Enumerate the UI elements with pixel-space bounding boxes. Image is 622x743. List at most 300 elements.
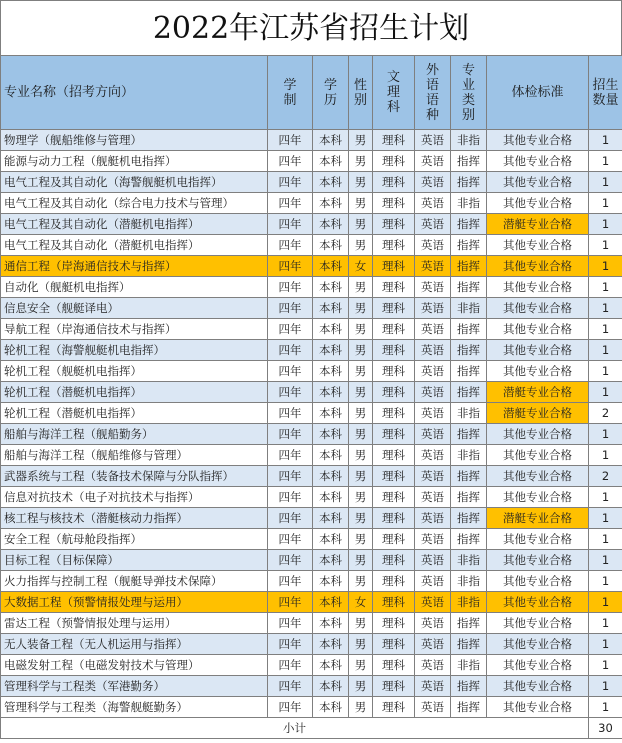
cell-name: 自动化（舰艇机电指挥） xyxy=(1,277,268,298)
table-row xyxy=(1,151,622,172)
page-title: 2022年江苏省招生计划 xyxy=(0,0,622,55)
cell-quota: 1 xyxy=(589,634,622,655)
header-quota xyxy=(589,56,622,130)
cell-degree: 本科 xyxy=(313,613,349,634)
cell-name: 船舶与海洋工程（舰船维修与管理） xyxy=(1,445,268,466)
cell-language: 英语 xyxy=(415,256,451,277)
header-category-part: 业 xyxy=(461,77,475,93)
table-row xyxy=(1,130,622,151)
header-track-part: 文 xyxy=(386,70,400,85)
cell-degree: 本科 xyxy=(313,340,349,361)
cell-quota: 1 xyxy=(589,340,622,361)
cell-degree: 本科 xyxy=(313,550,349,571)
cell-duration: 四年 xyxy=(268,592,313,613)
cell-degree: 本科 xyxy=(313,508,349,529)
cell-duration: 四年 xyxy=(268,277,313,298)
cell-category: 指挥 xyxy=(451,256,487,277)
cell-language: 英语 xyxy=(415,403,451,424)
header-language xyxy=(415,56,451,130)
cell-track: 理科 xyxy=(373,298,415,319)
cell-language: 英语 xyxy=(415,466,451,487)
cell-duration: 四年 xyxy=(268,634,313,655)
cell-degree: 本科 xyxy=(313,172,349,193)
table-row xyxy=(1,382,622,403)
header-duration-part: 学 xyxy=(283,77,297,93)
cell-standard: 其他专业合格 xyxy=(487,487,589,508)
cell-degree: 本科 xyxy=(313,487,349,508)
cell-degree: 本科 xyxy=(313,319,349,340)
cell-category: 指挥 xyxy=(451,235,487,256)
cell-duration: 四年 xyxy=(268,382,313,403)
cell-name: 导航工程（岸海通信技术与指挥） xyxy=(1,319,268,340)
cell-degree: 本科 xyxy=(313,277,349,298)
cell-category: 指挥 xyxy=(451,508,487,529)
cell-gender: 男 xyxy=(349,403,373,424)
cell-degree: 本科 xyxy=(313,634,349,655)
header-track-part: 理 xyxy=(386,85,400,100)
table-row xyxy=(1,697,622,718)
cell-standard: 潜艇专业合格 xyxy=(487,403,589,424)
cell-track: 理科 xyxy=(373,319,415,340)
cell-quota: 1 xyxy=(589,361,622,382)
cell-quota: 1 xyxy=(589,550,622,571)
cell-language: 英语 xyxy=(415,445,451,466)
cell-standard: 其他专业合格 xyxy=(487,634,589,655)
table-row xyxy=(1,193,622,214)
table-row xyxy=(1,277,622,298)
cell-degree: 本科 xyxy=(313,193,349,214)
table-row xyxy=(1,445,622,466)
cell-name: 电气工程及其自动化（潜艇机电指挥） xyxy=(1,214,268,235)
cell-category: 非指 xyxy=(451,130,487,151)
cell-category: 指挥 xyxy=(451,424,487,445)
cell-quota: 1 xyxy=(589,256,622,277)
cell-language: 英语 xyxy=(415,151,451,172)
cell-quota: 1 xyxy=(589,529,622,550)
cell-category: 指挥 xyxy=(451,529,487,550)
cell-category: 指挥 xyxy=(451,676,487,697)
cell-gender: 男 xyxy=(349,172,373,193)
cell-track: 理科 xyxy=(373,193,415,214)
cell-language: 英语 xyxy=(415,655,451,676)
table-row xyxy=(1,256,622,277)
cell-name: 通信工程（岸海通信技术与指挥） xyxy=(1,256,268,277)
cell-degree: 本科 xyxy=(313,592,349,613)
cell-name: 电磁发射工程（电磁发射技术与管理） xyxy=(1,655,268,676)
cell-quota: 1 xyxy=(589,130,622,151)
cell-duration: 四年 xyxy=(268,508,313,529)
cell-duration: 四年 xyxy=(268,571,313,592)
cell-name: 物理学（舰船维修与管理） xyxy=(1,130,268,151)
cell-track: 理科 xyxy=(373,676,415,697)
cell-language: 英语 xyxy=(415,697,451,718)
cell-quota: 1 xyxy=(589,298,622,319)
cell-track: 理科 xyxy=(373,445,415,466)
cell-duration: 四年 xyxy=(268,445,313,466)
cell-quota: 1 xyxy=(589,508,622,529)
cell-quota: 1 xyxy=(589,193,622,214)
cell-track: 理科 xyxy=(373,130,415,151)
cell-gender: 男 xyxy=(349,298,373,319)
cell-quota: 1 xyxy=(589,487,622,508)
table-row xyxy=(1,634,622,655)
cell-standard: 其他专业合格 xyxy=(487,571,589,592)
cell-quota: 1 xyxy=(589,382,622,403)
cell-gender: 男 xyxy=(349,340,373,361)
header-gender-part: 别 xyxy=(353,92,367,108)
cell-language: 英语 xyxy=(415,529,451,550)
cell-language: 英语 xyxy=(415,298,451,319)
cell-gender: 男 xyxy=(349,550,373,571)
table-footer xyxy=(1,718,622,739)
cell-track: 理科 xyxy=(373,655,415,676)
cell-track: 理科 xyxy=(373,256,415,277)
cell-standard: 其他专业合格 xyxy=(487,298,589,319)
cell-standard: 其他专业合格 xyxy=(487,361,589,382)
cell-gender: 男 xyxy=(349,676,373,697)
cell-track: 理科 xyxy=(373,571,415,592)
cell-language: 英语 xyxy=(415,193,451,214)
cell-category: 非指 xyxy=(451,592,487,613)
cell-duration: 四年 xyxy=(268,235,313,256)
cell-name: 雷达工程（预警情报处理与运用） xyxy=(1,613,268,634)
cell-degree: 本科 xyxy=(313,130,349,151)
cell-duration: 四年 xyxy=(268,340,313,361)
cell-gender: 男 xyxy=(349,445,373,466)
table-row xyxy=(1,235,622,256)
cell-quota: 1 xyxy=(589,319,622,340)
cell-duration: 四年 xyxy=(268,466,313,487)
header-degree-part: 学 xyxy=(323,77,337,93)
cell-name: 电气工程及其自动化（潜艇机电指挥） xyxy=(1,235,268,256)
cell-duration: 四年 xyxy=(268,256,313,277)
header-category-part: 别 xyxy=(461,107,475,123)
cell-standard: 潜艇专业合格 xyxy=(487,214,589,235)
cell-language: 英语 xyxy=(415,571,451,592)
table-row xyxy=(1,319,622,340)
header-track-part: 科 xyxy=(386,100,400,115)
cell-name: 管理科学与工程类（军港勤务） xyxy=(1,676,268,697)
cell-degree: 本科 xyxy=(313,214,349,235)
table-row xyxy=(1,592,622,613)
cell-category: 指挥 xyxy=(451,151,487,172)
cell-duration: 四年 xyxy=(268,487,313,508)
cell-category: 指挥 xyxy=(451,319,487,340)
cell-track: 理科 xyxy=(373,466,415,487)
cell-category: 指挥 xyxy=(451,277,487,298)
table-row xyxy=(1,613,622,634)
cell-category: 指挥 xyxy=(451,382,487,403)
cell-track: 理科 xyxy=(373,214,415,235)
table-row xyxy=(1,487,622,508)
cell-category: 指挥 xyxy=(451,487,487,508)
cell-degree: 本科 xyxy=(313,382,349,403)
cell-name: 武器系统与工程（装备技术保障与分队指挥） xyxy=(1,466,268,487)
cell-gender: 男 xyxy=(349,508,373,529)
cell-gender: 男 xyxy=(349,277,373,298)
enrollment-table xyxy=(0,55,622,739)
header-language-part: 语 xyxy=(425,77,439,93)
cell-quota: 2 xyxy=(589,466,622,487)
cell-quota: 1 xyxy=(589,571,622,592)
header-standard-part: 体检标准 xyxy=(511,85,564,100)
table-row xyxy=(1,466,622,487)
cell-language: 英语 xyxy=(415,634,451,655)
cell-gender: 男 xyxy=(349,529,373,550)
cell-duration: 四年 xyxy=(268,319,313,340)
cell-track: 理科 xyxy=(373,529,415,550)
cell-standard: 其他专业合格 xyxy=(487,466,589,487)
cell-track: 理科 xyxy=(373,550,415,571)
cell-standard: 其他专业合格 xyxy=(487,340,589,361)
cell-quota: 1 xyxy=(589,592,622,613)
cell-name: 能源与动力工程（舰艇机电指挥） xyxy=(1,151,268,172)
table-row xyxy=(1,172,622,193)
cell-track: 理科 xyxy=(373,403,415,424)
cell-gender: 男 xyxy=(349,193,373,214)
cell-duration: 四年 xyxy=(268,424,313,445)
cell-gender: 男 xyxy=(349,613,373,634)
cell-category: 指挥 xyxy=(451,697,487,718)
cell-language: 英语 xyxy=(415,130,451,151)
cell-standard: 其他专业合格 xyxy=(487,445,589,466)
table-row xyxy=(1,403,622,424)
cell-name: 电气工程及其自动化（海警舰艇机电指挥） xyxy=(1,172,268,193)
table-row xyxy=(1,676,622,697)
cell-duration: 四年 xyxy=(268,151,313,172)
cell-language: 英语 xyxy=(415,508,451,529)
cell-language: 英语 xyxy=(415,592,451,613)
table-row xyxy=(1,508,622,529)
cell-category: 指挥 xyxy=(451,634,487,655)
cell-category: 非指 xyxy=(451,571,487,592)
cell-duration: 四年 xyxy=(268,214,313,235)
table-row xyxy=(1,298,622,319)
header-category-part: 类 xyxy=(461,92,475,108)
cell-category: 指挥 xyxy=(451,466,487,487)
header-degree-part: 历 xyxy=(323,92,337,108)
cell-duration: 四年 xyxy=(268,655,313,676)
cell-standard: 其他专业合格 xyxy=(487,172,589,193)
cell-gender: 男 xyxy=(349,382,373,403)
cell-standard: 其他专业合格 xyxy=(487,424,589,445)
cell-degree: 本科 xyxy=(313,529,349,550)
cell-degree: 本科 xyxy=(313,655,349,676)
cell-quota: 1 xyxy=(589,676,622,697)
header-name-part: 专业名称（招考方向） xyxy=(4,85,135,100)
cell-quota: 1 xyxy=(589,445,622,466)
cell-gender: 男 xyxy=(349,235,373,256)
cell-gender: 男 xyxy=(349,571,373,592)
cell-name: 轮机工程（舰艇机电指挥） xyxy=(1,361,268,382)
cell-category: 非指 xyxy=(451,655,487,676)
cell-category: 非指 xyxy=(451,298,487,319)
cell-name: 大数据工程（预警情报处理与运用） xyxy=(1,592,268,613)
cell-category: 非指 xyxy=(451,550,487,571)
cell-category: 非指 xyxy=(451,445,487,466)
cell-track: 理科 xyxy=(373,697,415,718)
cell-quota: 1 xyxy=(589,277,622,298)
cell-name: 无人装备工程（无人机运用与指挥） xyxy=(1,634,268,655)
cell-name: 轮机工程（潜艇机电指挥） xyxy=(1,382,268,403)
table-row xyxy=(1,361,622,382)
cell-quota: 1 xyxy=(589,697,622,718)
header-duration xyxy=(268,56,313,130)
cell-name: 轮机工程（海警舰艇机电指挥） xyxy=(1,340,268,361)
cell-duration: 四年 xyxy=(268,298,313,319)
cell-duration: 四年 xyxy=(268,403,313,424)
cell-duration: 四年 xyxy=(268,172,313,193)
cell-degree: 本科 xyxy=(313,571,349,592)
cell-language: 英语 xyxy=(415,382,451,403)
cell-degree: 本科 xyxy=(313,151,349,172)
cell-gender: 男 xyxy=(349,361,373,382)
cell-language: 英语 xyxy=(415,319,451,340)
cell-gender: 女 xyxy=(349,592,373,613)
cell-duration: 四年 xyxy=(268,193,313,214)
cell-name: 信息对抗技术（电子对抗技术与指挥） xyxy=(1,487,268,508)
cell-duration: 四年 xyxy=(268,697,313,718)
cell-name: 船舶与海洋工程（舰船勤务） xyxy=(1,424,268,445)
table-row xyxy=(1,571,622,592)
cell-quota: 1 xyxy=(589,172,622,193)
cell-language: 英语 xyxy=(415,214,451,235)
table-row xyxy=(1,340,622,361)
cell-degree: 本科 xyxy=(313,676,349,697)
header-standard xyxy=(487,56,589,130)
cell-degree: 本科 xyxy=(313,466,349,487)
cell-name: 目标工程（目标保障） xyxy=(1,550,268,571)
table-header xyxy=(1,56,622,130)
cell-track: 理科 xyxy=(373,340,415,361)
cell-degree: 本科 xyxy=(313,445,349,466)
cell-standard: 其他专业合格 xyxy=(487,529,589,550)
cell-degree: 本科 xyxy=(313,256,349,277)
cell-duration: 四年 xyxy=(268,613,313,634)
cell-standard: 其他专业合格 xyxy=(487,235,589,256)
cell-gender: 男 xyxy=(349,424,373,445)
cell-quota: 1 xyxy=(589,424,622,445)
cell-gender: 男 xyxy=(349,466,373,487)
cell-track: 理科 xyxy=(373,424,415,445)
cell-gender: 男 xyxy=(349,655,373,676)
cell-duration: 四年 xyxy=(268,130,313,151)
cell-standard: 其他专业合格 xyxy=(487,592,589,613)
cell-language: 英语 xyxy=(415,676,451,697)
cell-category: 指挥 xyxy=(451,340,487,361)
cell-gender: 男 xyxy=(349,151,373,172)
cell-duration: 四年 xyxy=(268,529,313,550)
cell-track: 理科 xyxy=(373,172,415,193)
cell-category: 指挥 xyxy=(451,214,487,235)
header-gender xyxy=(349,56,373,130)
cell-gender: 男 xyxy=(349,130,373,151)
cell-standard: 潜艇专业合格 xyxy=(487,382,589,403)
header-language-part: 外 xyxy=(425,62,439,78)
cell-standard: 其他专业合格 xyxy=(487,697,589,718)
cell-duration: 四年 xyxy=(268,361,313,382)
cell-name: 管理科学与工程类（海警舰艇勤务） xyxy=(1,697,268,718)
cell-name: 轮机工程（潜艇机电指挥） xyxy=(1,403,268,424)
header-quota-part: 招生 xyxy=(592,77,619,93)
cell-language: 英语 xyxy=(415,487,451,508)
cell-language: 英语 xyxy=(415,172,451,193)
cell-track: 理科 xyxy=(373,592,415,613)
table-row xyxy=(1,214,622,235)
cell-track: 理科 xyxy=(373,634,415,655)
cell-duration: 四年 xyxy=(268,676,313,697)
cell-standard: 其他专业合格 xyxy=(487,151,589,172)
table-row xyxy=(1,655,622,676)
cell-track: 理科 xyxy=(373,277,415,298)
cell-category: 指挥 xyxy=(451,613,487,634)
cell-quota: 1 xyxy=(589,655,622,676)
cell-name: 核工程与核技术（潜艇核动力指挥） xyxy=(1,508,268,529)
header-degree xyxy=(313,56,349,130)
cell-quota: 1 xyxy=(589,613,622,634)
header-category xyxy=(451,56,487,130)
cell-category: 非指 xyxy=(451,403,487,424)
cell-standard: 潜艇专业合格 xyxy=(487,508,589,529)
cell-degree: 本科 xyxy=(313,235,349,256)
header-quota-part: 数量 xyxy=(592,92,619,108)
cell-gender: 男 xyxy=(349,487,373,508)
cell-degree: 本科 xyxy=(313,697,349,718)
subtotal-value: 30 xyxy=(589,718,622,739)
cell-category: 非指 xyxy=(451,193,487,214)
cell-degree: 本科 xyxy=(313,361,349,382)
cell-name: 电气工程及其自动化（综合电力技术与管理） xyxy=(1,193,268,214)
table-row xyxy=(1,529,622,550)
header-language-part: 种 xyxy=(425,107,439,123)
cell-standard: 其他专业合格 xyxy=(487,256,589,277)
cell-standard: 其他专业合格 xyxy=(487,319,589,340)
cell-track: 理科 xyxy=(373,151,415,172)
cell-name: 信息安全（舰艇译电） xyxy=(1,298,268,319)
cell-track: 理科 xyxy=(373,508,415,529)
table-row xyxy=(1,424,622,445)
cell-standard: 其他专业合格 xyxy=(487,550,589,571)
cell-degree: 本科 xyxy=(313,298,349,319)
header-name xyxy=(1,56,268,130)
header-track xyxy=(373,56,415,130)
cell-standard: 其他专业合格 xyxy=(487,193,589,214)
cell-category: 指挥 xyxy=(451,361,487,382)
header-gender-part: 性 xyxy=(353,77,367,93)
cell-degree: 本科 xyxy=(313,403,349,424)
cell-quota: 1 xyxy=(589,151,622,172)
cell-gender: 男 xyxy=(349,214,373,235)
cell-language: 英语 xyxy=(415,424,451,445)
cell-track: 理科 xyxy=(373,235,415,256)
cell-quota: 2 xyxy=(589,403,622,424)
cell-language: 英语 xyxy=(415,235,451,256)
cell-gender: 男 xyxy=(349,634,373,655)
subtotal-label: 小计 xyxy=(1,718,589,739)
cell-standard: 其他专业合格 xyxy=(487,130,589,151)
cell-standard: 其他专业合格 xyxy=(487,676,589,697)
cell-standard: 其他专业合格 xyxy=(487,277,589,298)
cell-language: 英语 xyxy=(415,613,451,634)
header-category-part: 专 xyxy=(461,62,475,78)
cell-category: 指挥 xyxy=(451,172,487,193)
cell-quota: 1 xyxy=(589,214,622,235)
cell-quota: 1 xyxy=(589,235,622,256)
table-body xyxy=(1,130,622,718)
cell-track: 理科 xyxy=(373,382,415,403)
cell-gender: 男 xyxy=(349,697,373,718)
cell-duration: 四年 xyxy=(268,550,313,571)
